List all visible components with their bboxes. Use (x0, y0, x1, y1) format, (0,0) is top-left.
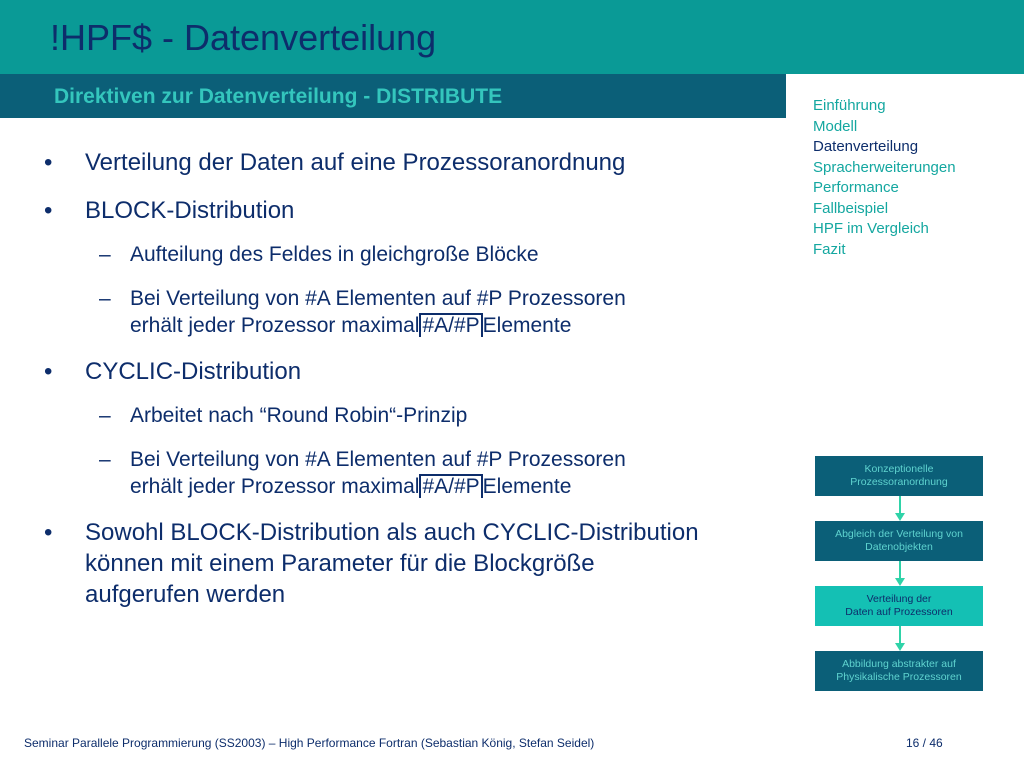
toc-item-fallbeispiel[interactable]: Fallbeispiel (813, 199, 889, 217)
flow-box-abbildung-abstrakter (815, 651, 983, 691)
flow-arrow (895, 496, 905, 521)
sub-bullet-text-line2 (130, 312, 750, 339)
sub-bullet-item (99, 402, 750, 429)
slide-subtitle: Direktiven zur Datenverteilung - DISTRIBUTE (54, 85, 503, 108)
bullet-text: BLOCK-Distribution (85, 197, 295, 224)
toc-item-modell[interactable]: Modell (813, 117, 858, 135)
footer-text: Seminar Parallele Programmierung (SS2003) – High Performance Fortran (Sebastian König, Stefan Seidel) (24, 736, 595, 750)
bullet-item (44, 195, 725, 226)
sub-bullet-text-prefix: erhält jeder Prozessor maximal (130, 314, 420, 337)
bullet-item (44, 356, 725, 387)
toc-item-hpf-im-vergleich[interactable]: HPF im Vergleich (813, 220, 929, 237)
bullet-text: CYCLIC-Distribution (85, 358, 302, 385)
sub-bullet-item (99, 446, 750, 500)
sub-bullet-item (99, 285, 750, 339)
sub-bullet-text: Aufteilung des Feldes in gleichgroße Blöcke (130, 243, 539, 266)
sub-bullet-text-suffix: Elemente (482, 314, 572, 337)
ceiling-expression: #A/#P (419, 313, 482, 337)
bullet-text: Sowohl BLOCK-Distribution als auch CYCLIC-Distribution können mit einem Parameter für die Blockgröße aufgerufen werden (85, 519, 699, 608)
page-number: 16 / 46 (906, 736, 943, 750)
sub-bullet-text-suffix: Elemente (482, 475, 572, 498)
flow-box-text: Abbildung abstrakter auf (842, 658, 956, 670)
dash-marker: – (99, 448, 111, 471)
flow-arrow (895, 561, 905, 586)
sub-bullet-text: Arbeitet nach “Round Robin“-Prinzip (130, 404, 468, 427)
flow-box-text: Prozessoranordnung (850, 476, 948, 488)
flow-arrow (895, 626, 905, 651)
sub-bullet-text-line2 (130, 473, 750, 500)
bullet-item (44, 517, 705, 610)
sub-bullet-text: Bei Verteilung von #A Elementen auf #P Prozessoren (130, 287, 626, 310)
flow-box-text: Physikalische Prozessoren (836, 671, 962, 683)
slide-title: !HPF$ - Datenverteilung (50, 17, 437, 58)
dash-marker: – (99, 243, 111, 266)
bullet-marker: • (44, 358, 53, 385)
sub-bullet-item (99, 241, 750, 268)
bullet-item (44, 147, 725, 178)
toc-item-einfuehrung[interactable]: Einführung (813, 97, 886, 114)
dash-marker: – (99, 404, 111, 427)
ceiling-expression: #A/#P (419, 474, 482, 498)
sub-bullet-text: Bei Verteilung von #A Elementen auf #P Prozessoren (130, 448, 626, 471)
flow-box-konzeptionelle-prozessoranordnung (815, 456, 983, 496)
flow-box-text: Verteilung der (866, 593, 932, 605)
flow-box-text: Daten auf Prozessoren (845, 606, 953, 618)
toc-item-performance[interactable]: Performance (813, 179, 899, 196)
flow-box-text: Abgleich der Verteilung von (835, 528, 963, 540)
flow-box-text: Datenobjekten (865, 541, 933, 553)
flow-box-text: Konzeptionelle (864, 463, 934, 475)
toc-item-datenverteilung[interactable]: Datenverteilung (813, 138, 919, 155)
bullet-marker: • (44, 519, 53, 546)
bullet-text: Verteilung der Daten auf eine Prozessoranordnung (85, 149, 626, 176)
dash-marker: – (99, 287, 111, 310)
flow-arrows (890, 496, 910, 651)
sub-bullet-text-prefix: erhält jeder Prozessor maximal (130, 475, 420, 498)
bullet-marker: • (44, 149, 53, 176)
bullet-marker: • (44, 197, 53, 224)
toc-item-spracherweiterungen[interactable]: Spracherweiterungen (813, 158, 956, 176)
table-of-contents (813, 96, 956, 260)
toc-item-fazit[interactable]: Fazit (813, 240, 846, 258)
